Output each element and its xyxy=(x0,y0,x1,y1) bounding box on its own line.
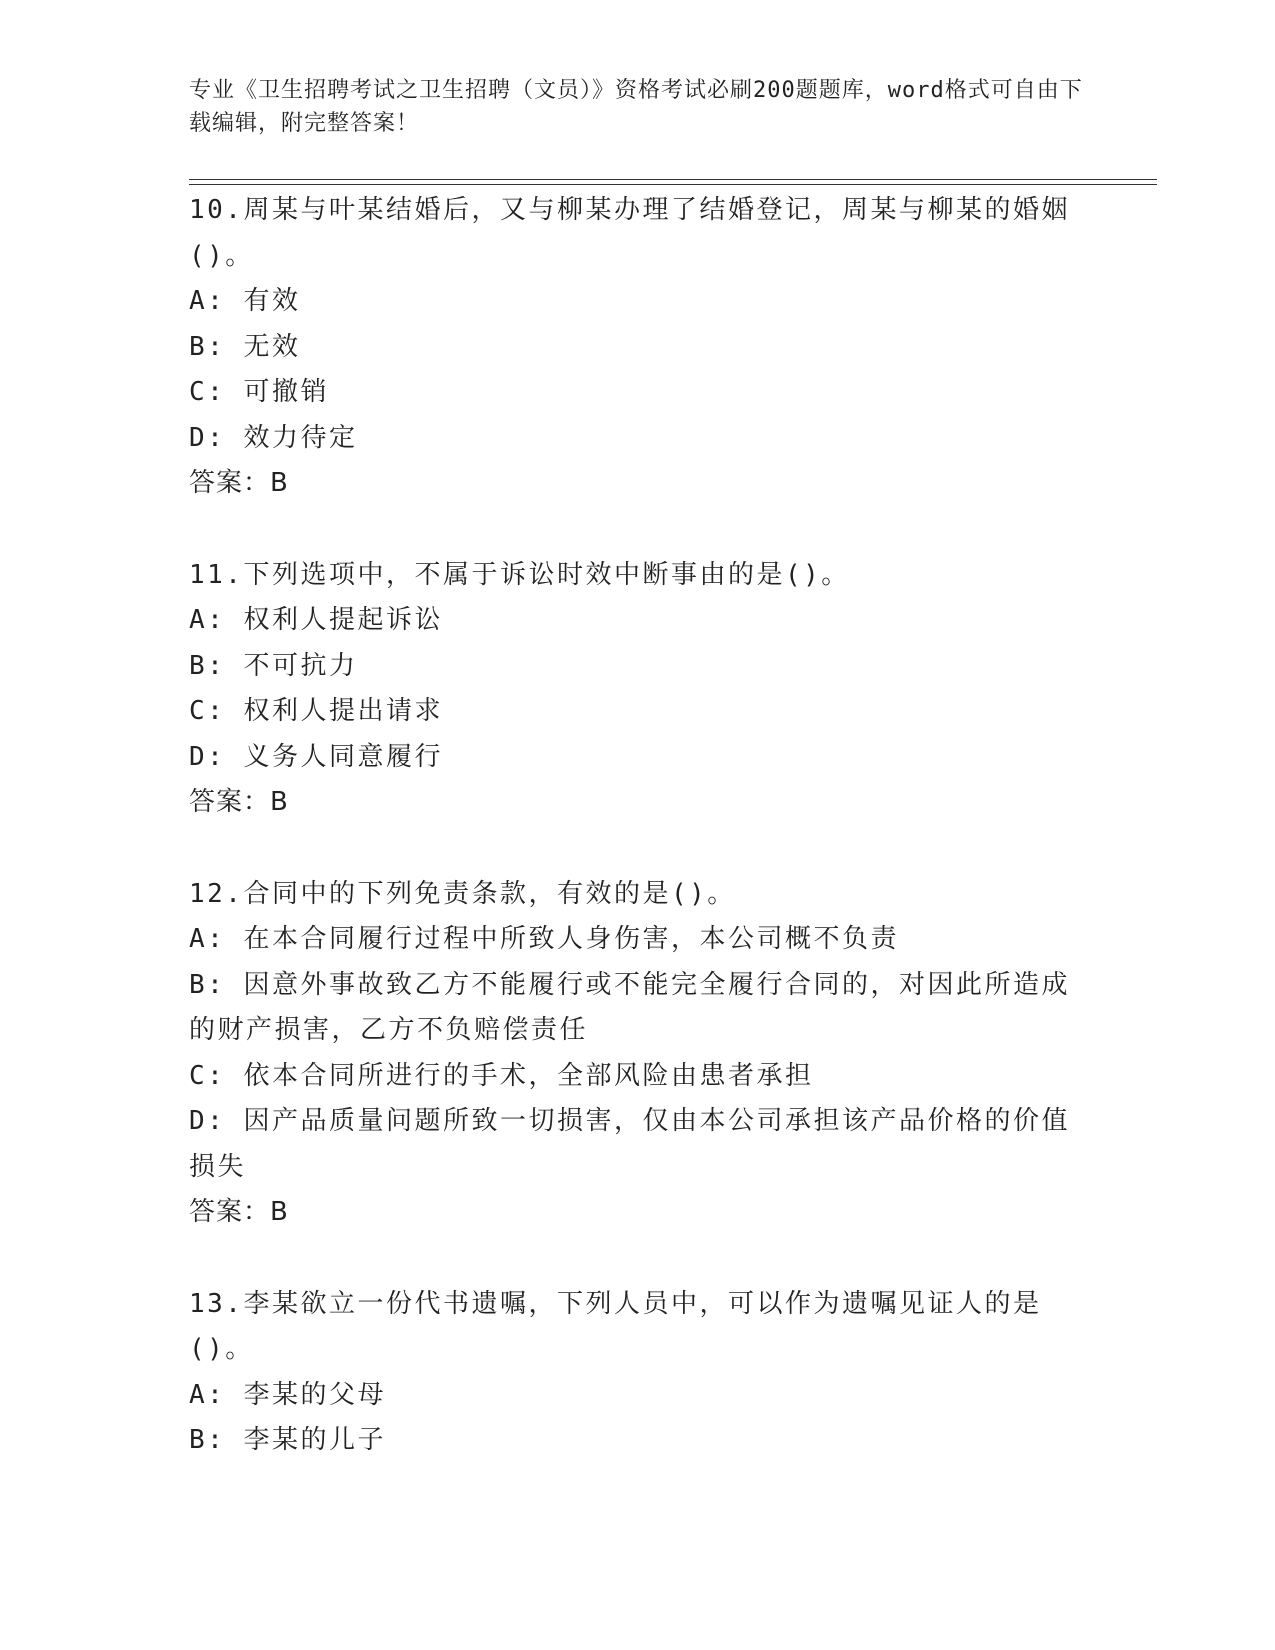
option-c: C: 可撤销 xyxy=(189,377,329,407)
document-intro: 专业《卫生招聘考试之卫生招聘（文员）》资格考试必刷200题题库，word格式可自由下载编辑，附完整答案！ xyxy=(189,78,1083,136)
question-stem: 12.合同中的下列免责条款，有效的是()。 xyxy=(189,878,736,909)
option-c: C: 依本合同所进行的手术，全部风险由患者承担 xyxy=(189,1060,814,1091)
header-divider-top xyxy=(189,179,1157,180)
question-stem: 13.李某欲立一份代书遗嘱，下列人员中，可以作为遗嘱见证人的是()。 xyxy=(189,1288,1042,1364)
option-a: A: 权利人提起诉讼 xyxy=(189,605,443,635)
answer-line: 答案：B xyxy=(189,1197,289,1227)
option-a: A: 在本合同履行过程中所致人身伤害，本公司概不负责 xyxy=(189,924,899,954)
option-a: A: 李某的父母 xyxy=(189,1379,386,1410)
answer-line: 答案：B xyxy=(189,468,289,498)
question-stem: 10.周某与叶某结婚后，又与柳某办理了结婚登记，周某与柳某的婚姻()。 xyxy=(189,195,1070,271)
option-c: C: 权利人提出请求 xyxy=(189,696,443,726)
question-list xyxy=(189,188,1089,1464)
question-10 xyxy=(189,188,1089,507)
question-12 xyxy=(189,872,1089,1236)
option-b: B: 李某的儿子 xyxy=(189,1425,386,1455)
option-b: B: 不可抗力 xyxy=(189,650,358,681)
option-b: B: 无效 xyxy=(189,331,301,362)
header-divider-bottom xyxy=(189,184,1157,185)
option-d: D: 因产品质量问题所致一切损害，仅由本公司承担该产品价格的价值损失 xyxy=(189,1106,1070,1182)
question-13 xyxy=(189,1282,1089,1464)
option-a: A: 有效 xyxy=(189,286,301,316)
question-stem: 11.下列选项中，不属于诉讼时效中断事由的是()。 xyxy=(189,559,850,590)
option-b: B: 因意外事故致乙方不能履行或不能完全履行合同的，对因此所造成的财产损害，乙方不负赔偿责任 xyxy=(189,969,1070,1045)
answer-line: 答案：B xyxy=(189,787,289,817)
question-11 xyxy=(189,553,1089,826)
option-d: D: 义务人同意履行 xyxy=(189,741,443,772)
option-d: D: 效力待定 xyxy=(189,422,358,453)
